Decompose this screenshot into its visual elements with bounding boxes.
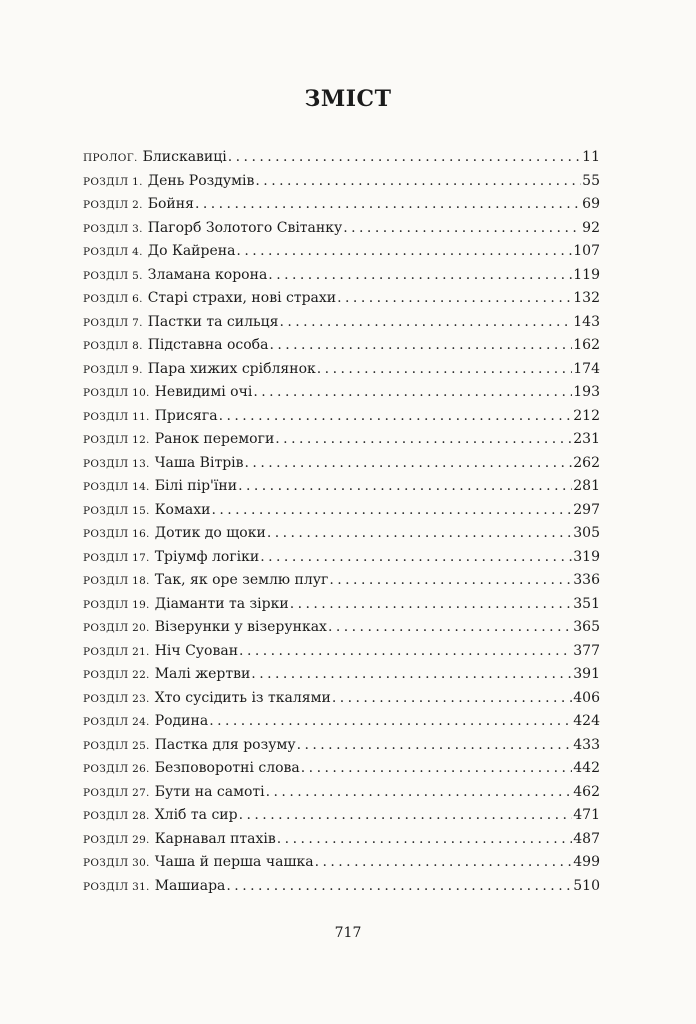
chapter-title: Пастки та сильця [147, 313, 279, 330]
chapter-title: Ранок перемоги [154, 431, 275, 447]
chapter-label: РОЗДІЛ 30. [83, 857, 150, 869]
dot-leader [297, 734, 573, 758]
chapter-label: РОЗДІЛ 26. [83, 763, 150, 775]
chapter-label: РОЗДІЛ 19. [83, 598, 150, 611]
chapter-page-number: 262 [573, 454, 600, 471]
toc-entry [83, 663, 600, 687]
chapter-title: Старі страхи, нові страхи [147, 290, 337, 306]
toc-entry [83, 499, 600, 523]
dot-leader [290, 593, 573, 617]
dot-leader [275, 428, 572, 452]
toc-entry [83, 475, 600, 499]
chapter-label: РОЗДІЛ 14. [83, 481, 150, 493]
chapter-label: РОЗДІЛ 25. [83, 739, 150, 752]
toc-entry [83, 757, 600, 781]
dot-leader [315, 851, 573, 875]
chapter-label: РОЗДІЛ 12. [83, 434, 150, 446]
chapter-label: РОЗДІЛ 1. [83, 175, 143, 188]
dot-leader [251, 663, 572, 687]
dot-leader [219, 405, 573, 429]
toc-entry [83, 734, 600, 758]
toc-entry [83, 264, 600, 288]
chapter-title: Безповоротні слова [154, 760, 300, 776]
toc-entry [83, 569, 600, 593]
toc-entry [83, 593, 600, 617]
chapter-label: РОЗДІЛ 9. [83, 363, 143, 376]
page-title: ЗМІСТ [304, 86, 392, 112]
table-of-contents [83, 146, 600, 898]
toc-entry [83, 334, 600, 358]
chapter-label: РОЗДІЛ 22. [83, 669, 150, 681]
dot-leader [245, 452, 573, 476]
chapter-label: РОЗДІЛ 10. [83, 387, 150, 399]
page-number: 717 [334, 925, 362, 941]
toc-entry [83, 687, 600, 711]
dot-leader [253, 381, 572, 405]
chapter-label: РОЗДІЛ 31. [83, 880, 150, 893]
chapter-title: Чаша й перша чашка [154, 854, 314, 870]
dot-leader [228, 146, 581, 170]
toc-entry [83, 428, 600, 452]
chapter-title: Ніч Суован [154, 642, 239, 659]
chapter-page-number: 510 [573, 877, 600, 894]
toc-entry [83, 828, 600, 852]
toc-entry [83, 546, 600, 570]
chapter-page-number: 231 [573, 431, 600, 447]
chapter-title: Тріумф логіки [154, 548, 260, 565]
dot-leader [317, 358, 573, 382]
dot-leader [328, 616, 572, 640]
chapter-title: Діаманти та зірки [154, 595, 289, 612]
chapter-page-number: 365 [573, 619, 600, 635]
dot-leader [195, 193, 581, 217]
toc-entry [83, 452, 600, 476]
dot-leader [266, 781, 573, 805]
toc-entry [83, 358, 600, 382]
dot-leader [269, 334, 572, 358]
dot-leader [209, 710, 572, 734]
chapter-title: Пастка для розуму [154, 736, 296, 753]
chapter-title: Машиара [154, 877, 226, 894]
toc-entry [83, 640, 600, 664]
chapter-title: Бути на самоті [154, 783, 265, 800]
chapter-title: Так, як оре землю плуг [154, 572, 329, 588]
dot-leader [238, 475, 572, 499]
chapter-page-number: 55 [582, 172, 600, 189]
chapter-title: Хто сусідить із ткалями [154, 689, 331, 706]
chapter-title: До Кайрена [147, 243, 236, 259]
chapter-page-number: 351 [573, 595, 600, 612]
dot-leader [267, 522, 572, 546]
dot-leader [277, 828, 572, 852]
toc-entry [83, 851, 600, 875]
chapter-label: РОЗДІЛ 2. [83, 199, 143, 211]
dot-leader [332, 687, 572, 711]
chapter-label: РОЗДІЛ 21. [83, 645, 150, 658]
chapter-title: Пара хижих сріблянок [147, 360, 316, 377]
chapter-page-number: 92 [582, 219, 600, 236]
chapter-page-number: 424 [573, 713, 600, 729]
toc-entry [83, 781, 600, 805]
chapter-page-number: 119 [573, 266, 600, 283]
toc-entry [83, 311, 600, 335]
chapter-title: Комахи [154, 501, 211, 518]
dot-leader [211, 499, 572, 523]
dot-leader [239, 640, 572, 664]
chapter-title: Візерунки у візерунках [154, 619, 327, 635]
dot-leader [337, 287, 572, 311]
dot-leader [236, 240, 572, 264]
dot-leader [255, 170, 581, 194]
chapter-label: РОЗДІЛ 8. [83, 340, 143, 352]
toc-entry [83, 240, 600, 264]
chapter-title: Чаша Вітрів [154, 454, 244, 471]
chapter-title: Підставна особа [147, 337, 269, 353]
chapter-page-number: 132 [573, 290, 600, 306]
chapter-label: РОЗДІЛ 7. [83, 316, 143, 329]
chapter-label: РОЗДІЛ 18. [83, 575, 150, 587]
chapter-page-number: 174 [573, 360, 600, 377]
chapter-label: РОЗДІЛ 16. [83, 528, 150, 540]
chapter-title: День Роздумів [147, 172, 255, 189]
chapter-label: РОЗДІЛ 29. [83, 833, 150, 846]
chapter-page-number: 162 [573, 337, 600, 353]
chapter-label: РОЗДІЛ 24. [83, 716, 150, 728]
toc-entry [83, 193, 600, 217]
dot-leader [226, 875, 572, 899]
chapter-page-number: 297 [573, 501, 600, 518]
chapter-label: РОЗДІЛ 23. [83, 692, 150, 705]
chapter-label: РОЗДІЛ 11. [83, 410, 150, 423]
chapter-title: Пагорб Золотого Світанку [147, 219, 343, 236]
chapter-page-number: 107 [573, 243, 600, 259]
chapter-page-number: 193 [573, 384, 600, 400]
chapter-page-number: 462 [573, 783, 600, 800]
chapter-page-number: 406 [573, 689, 600, 706]
chapter-title: Присяга [154, 407, 218, 424]
chapter-page-number: 143 [573, 313, 600, 330]
toc-entry [83, 522, 600, 546]
chapter-label: РОЗДІЛ 3. [83, 222, 143, 235]
toc-entry [83, 146, 600, 170]
chapter-page-number: 11 [582, 149, 600, 165]
toc-entry [83, 287, 600, 311]
chapter-page-number: 69 [582, 196, 600, 212]
chapter-page-number: 471 [573, 807, 600, 823]
chapter-title: Карнавал птахів [154, 830, 276, 847]
chapter-label: РОЗДІЛ 6. [83, 293, 143, 305]
chapter-title: Хліб та сир [154, 807, 238, 823]
chapter-title: Білі пір'їни [154, 478, 238, 494]
chapter-title: Блискавиці [142, 149, 227, 165]
chapter-label: РОЗДІЛ 17. [83, 551, 150, 564]
dot-leader [260, 546, 572, 570]
toc-entry [83, 217, 600, 241]
chapter-title: Зламана корона [147, 266, 268, 283]
chapter-label: РОЗДІЛ 5. [83, 269, 143, 282]
chapter-label: ПРОЛОГ. [83, 152, 138, 164]
chapter-page-number: 433 [573, 736, 600, 753]
toc-entry [83, 381, 600, 405]
chapter-title: Бойня [147, 196, 194, 212]
toc-entry [83, 170, 600, 194]
dot-leader [268, 264, 572, 288]
chapter-label: РОЗДІЛ 27. [83, 786, 150, 799]
chapter-page-number: 336 [573, 572, 600, 588]
chapter-page-number: 391 [573, 666, 600, 682]
chapter-title: Невидимі очі [154, 384, 253, 400]
chapter-label: РОЗДІЛ 20. [83, 622, 150, 634]
chapter-label: РОЗДІЛ 4. [83, 246, 143, 258]
toc-entry [83, 804, 600, 828]
dot-leader [343, 217, 581, 241]
dot-leader [329, 569, 572, 593]
toc-entry [83, 710, 600, 734]
chapter-page-number: 305 [573, 525, 600, 541]
chapter-title: Малі жертви [154, 666, 251, 682]
toc-entry [83, 875, 600, 899]
chapter-page-number: 442 [573, 760, 600, 776]
chapter-label: РОЗДІЛ 13. [83, 457, 150, 470]
toc-entry [83, 616, 600, 640]
chapter-page-number: 212 [573, 407, 600, 424]
chapter-page-number: 281 [573, 478, 600, 494]
chapter-page-number: 319 [573, 548, 600, 565]
chapter-page-number: 377 [573, 642, 600, 659]
chapter-page-number: 499 [573, 854, 600, 870]
chapter-title: Дотик до щоки [154, 525, 266, 541]
chapter-label: РОЗДІЛ 15. [83, 504, 150, 517]
toc-entry [83, 405, 600, 429]
dot-leader [279, 311, 572, 335]
dot-leader [301, 757, 572, 781]
dot-leader [239, 804, 573, 828]
chapter-title: Родина [154, 713, 209, 729]
chapter-page-number: 487 [573, 830, 600, 847]
chapter-label: РОЗДІЛ 28. [83, 810, 150, 822]
